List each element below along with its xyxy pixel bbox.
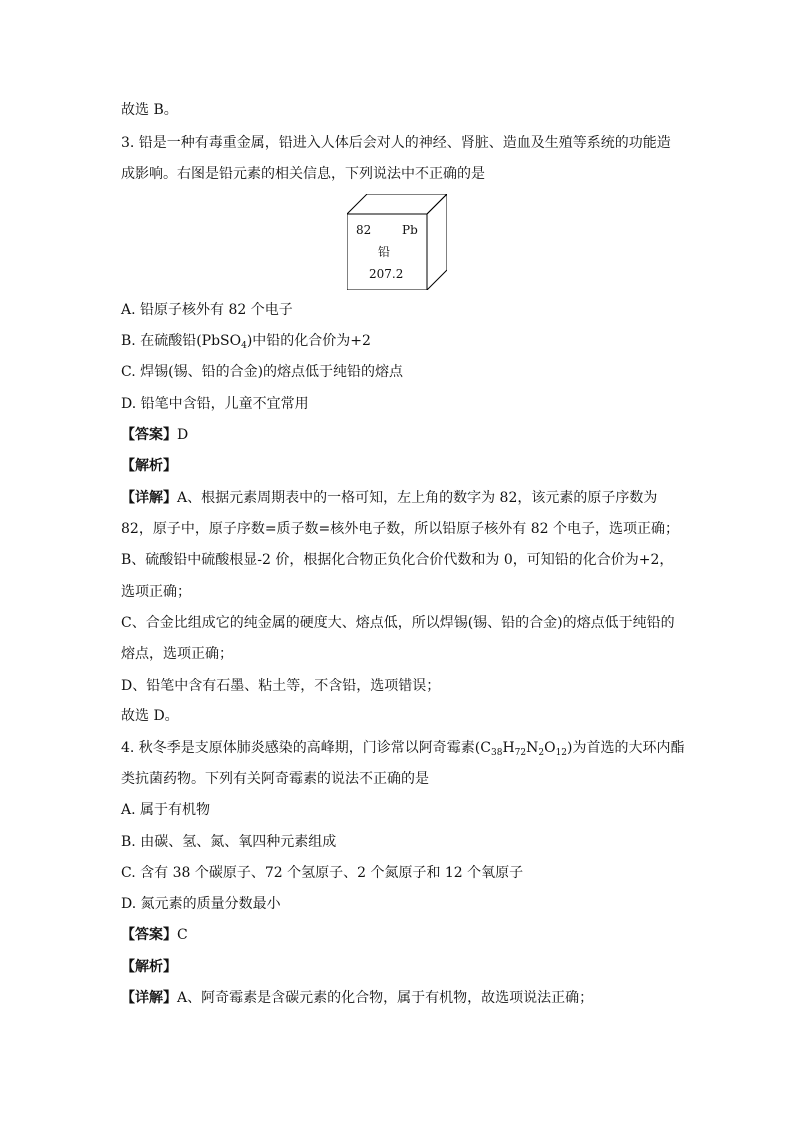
q3-option-d: D. 铅笔中含铅，儿童不宜常用 — [121, 396, 309, 412]
q3-conclusion: 故选 D。 — [121, 708, 179, 724]
q4-option-c: C. 含有 38 个碳原子、72 个氢原子、2 个氮原子和 12 个氧原子 — [121, 865, 524, 881]
element-symbol: Pb — [402, 223, 418, 237]
question-3-stem-line2: 成影响。右图是铅元素的相关信息，下列说法中不正确的是 — [121, 166, 485, 182]
q3-detail-line1: 【详解】A、根据元素周期表中的一格可知，左上角的数字为 82，该元素的原子序数为 — [121, 490, 658, 506]
q3-option-a: A. 铅原子核外有 82 个电子 — [121, 302, 293, 318]
conclusion-prev: 故选 B。 — [121, 102, 178, 118]
q4-answer: 【答案】C — [121, 927, 188, 943]
element-card-lead — [347, 194, 447, 290]
q3-detail-line4: 选项正确； — [121, 584, 191, 600]
q3-option-b: B. 在硫酸铅(PbSO$_4$)中铅的化合价为+2 — [121, 333, 371, 351]
q3-detail-line2: 82，原子中，原子序数=质子数=核外电子数，所以铅原子核外有 82 个电子，选项正确； — [121, 521, 679, 537]
q3-analysis-heading: 【解析】 — [121, 458, 177, 474]
question-4-stem-line2: 类抗菌药物。下列有关阿奇霉素的说法不正确的是 — [121, 771, 429, 787]
q3-detail-line6: 熔点，选项正确； — [121, 646, 233, 662]
q3-detail-line3: B、硫酸铅中硫酸根显-2 价，根据化合物正负化合价代数和为 0，可知铅的化合价为+2， — [121, 552, 674, 568]
question-4-stem-line1: 4. 秋冬季是支原体肺炎感染的高峰期，门诊常以阿奇霉素$(C_{38}H_{72}N_2O_{12})$为首选的大环内酯 — [121, 740, 685, 758]
q3-detail-line7: D、铅笔中含有石墨、粘土等，不含铅，选项错误； — [121, 678, 441, 694]
q4-option-a: A. 属于有机物 — [121, 802, 211, 818]
element-name: 铅 — [378, 245, 391, 259]
atomic-number: 82 — [356, 223, 372, 237]
question-3-stem-line1: 3. 铅是一种有毒重金属，铅进入人体后会对人的神经、肾脏、造血及生殖等系统的功能造 — [121, 135, 671, 151]
q4-detail-line1: 【详解】A、阿奇霉素是含碳元素的化合物，属于有机物，故选项说法正确； — [121, 990, 594, 1006]
atomic-mass: 207.2 — [369, 267, 404, 281]
q4-option-d: D. 氮元素的质量分数最小 — [121, 896, 281, 912]
q4-analysis-heading: 【解析】 — [121, 959, 177, 975]
q3-detail-line5: C、合金比组成它的纯金属的硬度大、熔点低，所以焊锡(锡、铅的合金)的熔点低于纯铅的 — [121, 615, 675, 631]
q4-option-b: B. 由碳、氢、氮、氧四种元素组成 — [121, 834, 337, 850]
q3-option-c: C. 焊锡(锡、铅的合金)的熔点低于纯铅的熔点 — [121, 364, 404, 380]
q3-answer: 【答案】D — [121, 427, 189, 443]
